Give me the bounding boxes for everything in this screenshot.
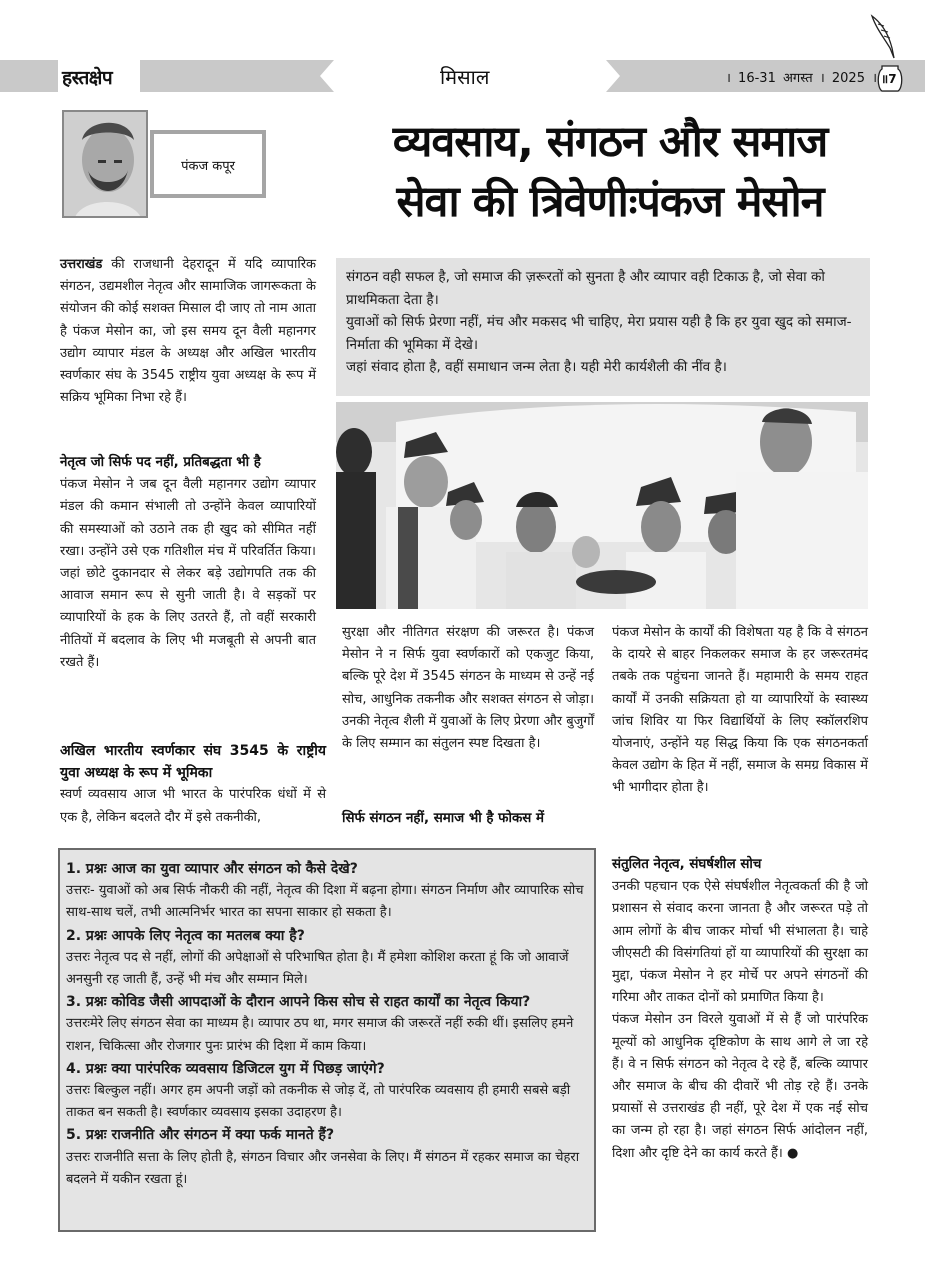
qa-answer: उत्तरः बिल्कुल नहीं। अगर हम अपनी जड़ों को तकनीक से जोड़ दें, तो पारंपरिक व्यवसाय ही हमारी सबसे बड़ी ताकत बन सकती है। स्वर्णकार व्यवसाय इसका उदाहरण है। — [66, 1083, 571, 1121]
qa-item — [66, 858, 588, 925]
pull-quote — [336, 258, 870, 396]
qa-answer: उत्तरः राजनीति सत्ता के लिए होती है, संगठन विचार और जनसेवा के लिए। मैं संगठन में रहकर समाज का चेहरा बदलने में यकीन रखता हूं। — [66, 1149, 580, 1187]
publication-brand: हस्तक्षेप — [62, 67, 113, 89]
section-3 — [612, 622, 868, 800]
headline-line-2: सेवा की त्रिवेणीःपंकज मेसोन — [396, 177, 824, 227]
pull-quote-line: युवाओं को सिर्फ प्रेरणा नहीं, मंच और मकसद भी चाहिए, मेरा प्रयास यही है कि हर युवा खुद को समाज-निर्माता की भूमिका में देखे। — [346, 314, 852, 353]
qa-question: 2. प्रश्नः आपके लिए नेतृत्व का मतलब क्या है? — [66, 927, 305, 944]
qa-question: 1. प्रश्नः आज का युवा व्यापार और संगठन को कैसे देखे? — [66, 861, 358, 877]
end-mark: ● — [786, 1145, 799, 1161]
qa-answer: उत्तरःमेरे लिए संगठन सेवा का माध्यम है। व्यापार ठप था, मगर समाज की जरूरतें नहीं रुकी थीं। इसलिए हमने राशन, चिकित्सा और रोजगार पुनः प्रारंभ की दिशा में काम किया। — [66, 1016, 574, 1054]
intro-paragraph — [60, 254, 316, 409]
section-4-body-2: पंकज मेसोन उन विरले युवाओं में से हैं जो पारंपरिक मूल्यों को आधुनिक दृष्टिकोण के साथ आगे ले जा रहे हैं। वे न सिर्फ संगठन को नेतृत्व दे रहे हैं, बल्कि व्यापार और समाज के बीच की दीवारें भी तोड़ रहे हैं। उनके प्रयासों से उत्तराखंड ही नहीं, पूरे देश में एक नई सोच का जन्म हो रहा है। जहां संगठन सिर्फ आंदोलन नहीं, दिशा और दृष्टि देने का कार्य करते हैं। ● — [612, 1012, 868, 1161]
author-byline-box — [150, 130, 266, 198]
qa-answer: उत्तरः- युवाओं को अब सिर्फ नौकरी की नहीं, नेतृत्व की दिशा में बढ़ना होगा। संगठन निर्माण और व्यापारिक सोच साथ-साथ चलें, तभी आत्मनिर्भर भारत का सपना साकार हो सकता है। — [66, 883, 584, 921]
section-2-body-part-1: स्वर्ण व्यवसाय आज भी भारत के पारंपरिक धंधों में से एक है, लेकिन बदलते दौर में इसे तकनीकी, — [60, 787, 326, 825]
section-3-body: पंकज मेसोन के कार्यों की विशेषता यह है कि वे संगठन के दायरे से बाहर निकलकर समाज के हर जरूरतमंद तबके तक पहुंचना जानते हैं। महामारी के समय राहत कार्यों में उनकी सक्रियता हो या व्यापारियों के स्वास्थ्य जांच शिविर या फिर विद्यार्थियों के लिए स्कॉलरशिप योजनाएं, उन्होंने यह सिद्ध किया कि एक संगठनकर्ता केवल उद्योग के हित में नहीं, समाज के समग्र विकास में भी भागीदार होता है। — [612, 625, 868, 796]
qa-item — [66, 925, 588, 992]
headline — [340, 112, 880, 232]
author-name: पंकज कपूर — [181, 159, 235, 174]
section-1 — [60, 452, 316, 674]
qa-box — [58, 848, 596, 1232]
section-4 — [612, 854, 868, 1165]
qa-question: 3. प्रश्नः कोविड जैसी आपदाओं के दौरान आपने किस सोच से राहत कार्यों का नेतृत्व किया? — [66, 994, 531, 1011]
section-4-body: उनकी पहचान एक ऐसे संघर्षशील नेतृत्वकर्ता की है जो प्रशासन से संवाद करना जानता है और जरूरत पड़े तो आम लोगों के बीच जाकर मोर्चा भी संभालता है। चाहे जीएसटी की विसंगतियां हों या व्यापारियों की सुरक्षा का मुद्दा, पंकज मेसोन ने हर मोर्चे पर अपने संगठनों की गरिमा और ताकत दोनों को प्रमाणित किया है। — [612, 879, 868, 1006]
intro-lead: उत्तराखंड — [60, 257, 103, 272]
author-photo — [62, 110, 148, 218]
quill-icon — [866, 14, 906, 64]
event-photo — [336, 402, 868, 609]
qa-item — [66, 1124, 588, 1191]
pull-quote-line: जहां संवाद होता है, वहीं समाधान जन्म लेता है। यही मेरी कार्यशैली की नींव है। — [346, 359, 727, 375]
section-4-heading: संतुलित नेतृत्व, संघर्षशील सोच — [612, 857, 762, 872]
section-2-body-part-2: सुरक्षा और नीतिगत संरक्षण की जरूरत है। पंकज मेसोन ने न सिर्फ युवा स्वर्णकारों को एकजुट किया, बल्कि पूरे देश में 3545 संगठन के माध्यम से उन्हें नई सोच, आधुनिक तकनीक और सशक्त संगठन से जोड़ा। उनकी नेतृत्व शैली में युवाओं के लिए प्रेरणा और बुजुर्गों के लिए सम्मान का संतुलन स्पष्ट दिखता है। — [342, 625, 594, 752]
section-1-heading: नेतृत्व जो सिर्फ पद नहीं, प्रतिबद्धता भी है — [60, 455, 261, 470]
page-number: ॥7 — [881, 72, 897, 86]
pull-quote-line: संगठन वही सफल है, जो समाज की ज़रूरतों को सुनता है और व्यापार वही टिकाऊ है, जो सेवा को प्राथमिकता देता है। — [346, 269, 825, 308]
intro-text: की राजधानी देहरादून में यदि व्यापारिक संगठन, उद्यमशील नेतृत्व और सामाजिक जागरूकता के संयोजन की कोई सशक्त मिसाल दी जाए तो नाम आता है पंकज मेसोन का, जो इस समय दून वैली महानगर उद्योग व्यापार मंडल के अध्यक्ष और अखिल भारतीय स्वर्णकार संघ के 3545 राष्ट्रीय युवा अध्यक्ष के रूप में सक्रिय भूमिका निभा रहे हैं। — [60, 257, 316, 406]
qa-answer: उत्तरः नेतृत्व पद से नहीं, लोगों की अपेक्षाओं से परिभाषित होता है। मैं हमेशा कोशिश करता हूं कि जो आवाजें अनसुनी रह जाती हैं, उन्हें भी मंच और सम्मान मिले। — [66, 949, 569, 988]
section-title: मिसाल — [440, 65, 490, 89]
issue-date: । 16-31 अगस्त । 2025 । — [726, 71, 878, 86]
section-1-body: पंकज मेसोन ने जब दून वैली महानगर उद्योग व्यापार मंडल की कमान संभाली तो उन्होंने केवल व्यापारियों की समस्याओं को उठाने तक ही खुद को सीमित नहीं रखा। उन्होंने उसे एक गतिशील मंच में परिवर्तित किया। जहां छोटे दुकानदार से लेकर बड़े उद्योगपति तक की आवाज समान रूप से सुनी जाती है। वे सड़कों पर व्यापारियों के हक के लिए उतरते हैं, तो वहीं सरकारी नीतियों में बदलाव के लिए भी मजबूती से अपनी बात रखते हैं। — [60, 477, 316, 670]
section-2-continued — [342, 622, 594, 755]
headline-line-1: व्यवसाय, संगठन और समाज — [392, 117, 828, 167]
section-2-heading: अखिल भारतीय स्वर्णकार संघ 3545 के राष्ट्रीय युवा अध्यक्ष के रूप में भूमिका — [60, 743, 326, 782]
qa-question: 5. प्रश्नः राजनीति और संगठन में क्या फर्क मानते हैं? — [66, 1127, 335, 1144]
qa-item — [66, 991, 588, 1058]
section-3-heading-block — [342, 808, 594, 830]
section-3-heading: सिर्फ संगठन नहीं, समाज भी है फोकस में — [342, 811, 544, 826]
qa-item — [66, 1058, 588, 1125]
section-2 — [60, 740, 326, 829]
qa-question: 4. प्रश्नः क्या पारंपरिक व्यवसाय डिजिटल युग में पिछड़ जाएंगे? — [66, 1060, 385, 1077]
